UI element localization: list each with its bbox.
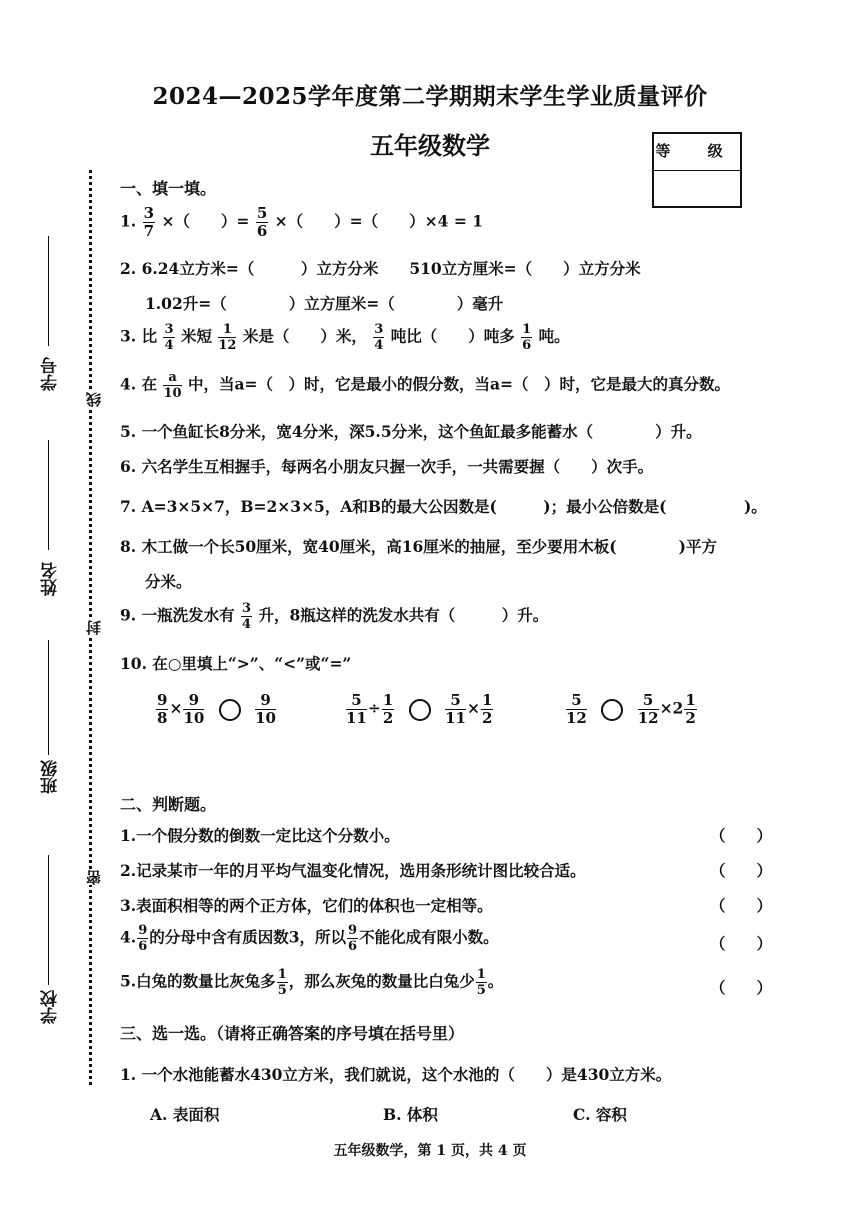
judge-answer-1[interactable]: （ ） [710, 826, 773, 845]
fraction: $\frac{5}{6}$ [256, 204, 268, 240]
judge-item-3: 3.表面积相等的两个正方体，它们的体积也一定相等。 [120, 896, 493, 915]
label-name: 姓名 [41, 562, 61, 596]
class-line [48, 640, 49, 755]
grade-divider [654, 170, 740, 171]
grade-label: 等 级 [655, 142, 739, 160]
school-line [48, 855, 49, 985]
judge-answer-3[interactable]: （ ） [710, 896, 773, 915]
seal-char-feng: 封 [85, 620, 103, 635]
compare-item-1: $\frac{9}{8}$ × $\frac{9}{10}$ $\frac{9}{10}$ [157, 691, 276, 727]
page-footer: 五年级数学，第 1 页，共 4 页 [333, 1143, 527, 1159]
answer-circle[interactable] [219, 699, 241, 721]
q1-6: 6. 六名学生互相握手，每两名小朋友只握一次手，一共需要握（ ）次手。 [120, 457, 654, 476]
name-line [48, 440, 49, 550]
seal-char-xian: 线 [85, 392, 103, 407]
section1-heading: 一、填一填。 [120, 179, 217, 198]
q1-2a: 2. 6.24立方米=（ ）立方分米 510立方厘米=（ ）立方分米 [120, 259, 641, 278]
q1-2b: 1.02升=（ ）立方厘米=（ ）毫升 [145, 294, 504, 313]
fraction: $\frac{3}{4}$ [374, 322, 384, 353]
q1-4: 4. 在 $\frac{a}{10}$ 中，当a=（ ）时，它是最小的假分数，当a=（ ）时，它是最大的真分数。 [120, 370, 731, 401]
q1-9: 9. 一瓶洗发水有 $\frac{3}{4}$ 升，8瓶这样的洗发水共有（ ）升。 [120, 601, 549, 632]
q-text: ×（ ）= [161, 211, 250, 231]
section3-heading: 三、选一选。（请将正确答案的序号填在括号里） [120, 1024, 465, 1043]
answer-circle[interactable] [601, 699, 623, 721]
judge-item-1: 1.一个假分数的倒数一定比这个分数小。 [120, 826, 400, 845]
label-student-id: 学号 [41, 357, 61, 391]
label-school: 学校 [41, 990, 61, 1024]
q1-1 [120, 206, 483, 239]
grade-box [652, 132, 742, 208]
fraction: $\frac{3}{4}$ [241, 601, 252, 632]
q1-5: 5. 一个鱼缸长8分米，宽4分米，深5.5分米，这个鱼缸最多能蓄水（ ）升。 [120, 422, 702, 441]
q1-3: 3. 比 $\frac{3}{4}$ 米短 $\frac{1}{12}$ 米是（ ）米， $\frac{3}{4}$ 吨比（ ）吨多 $\frac{1}{6}$ 吨。 [120, 322, 570, 353]
choice-option-a: A. 表面积 [150, 1105, 220, 1124]
fraction: $\frac{1}{12}$ [218, 322, 237, 353]
q-number: 1. [120, 211, 137, 231]
seal-char-mi: 密 [85, 870, 103, 885]
fraction: $\frac{3}{4}$ [164, 322, 174, 353]
choice-option-b: B. 体积 [383, 1105, 438, 1124]
label-class: 班级 [41, 760, 61, 794]
choice-q1: 1. 一个水池能蓄水430立方米，我们就说，这个水池的（ ）是430立方米。 [120, 1065, 672, 1084]
q1-8b: 分米。 [145, 572, 192, 591]
judge-item-4: 4. $\frac{9}{6}$ 的分母中含有质因数3，所以 $\frac{9}{6}$ 不能化成有限小数。 [120, 923, 499, 954]
fraction: $\frac{3}{7}$ [143, 204, 155, 240]
choice-option-c: C. 容积 [573, 1105, 627, 1124]
exam-subtitle: 五年级数学 [370, 131, 490, 160]
judge-answer-2[interactable]: （ ） [710, 861, 773, 880]
judge-answer-5[interactable]: （ ） [710, 978, 773, 997]
exam-title: 2024—2025学年度第二学期期末学生学业质量评价 [152, 83, 708, 110]
q1-8a: 8. 木工做一个长50厘米，宽40厘米，高16厘米的抽屉，至少要用木板( )平方 [120, 537, 717, 556]
id-line [48, 236, 49, 346]
q1-10: 10. 在○里填上“>”、“<”或“=” [120, 654, 352, 673]
judge-item-5: 5.白兔的数量比灰兔多 $\frac{1}{5}$ ，那么灰兔的数量比白兔少 $\frac{1}{5}$ 。 [120, 967, 504, 998]
q-text: ×（ ）=（ ）×4 = 1 [274, 211, 483, 231]
answer-circle[interactable] [409, 699, 431, 721]
fraction: $\frac{a}{10}$ [163, 370, 182, 401]
judge-answer-4[interactable]: （ ） [710, 934, 773, 953]
section2-heading: 二、判断题。 [120, 795, 217, 814]
fraction: $\frac{1}{6}$ [522, 322, 532, 353]
q1-7: 7. A=3×5×7，B=2×3×5，A和B的最大公因数是( )；最小公倍数是( )。 [120, 497, 767, 516]
compare-item-3: $\frac{5}{12}$ $\frac{5}{12}$ ×2 $\frac{1}{2}$ [566, 691, 696, 727]
judge-item-2: 2.记录某市一年的月平均气温变化情况，选用条形统计图比较合适。 [120, 861, 586, 880]
compare-item-2: $\frac{5}{11}$ ÷ $\frac{1}{2}$ $\frac{5}{11}$ × $\frac{1}{2}$ [346, 691, 493, 727]
